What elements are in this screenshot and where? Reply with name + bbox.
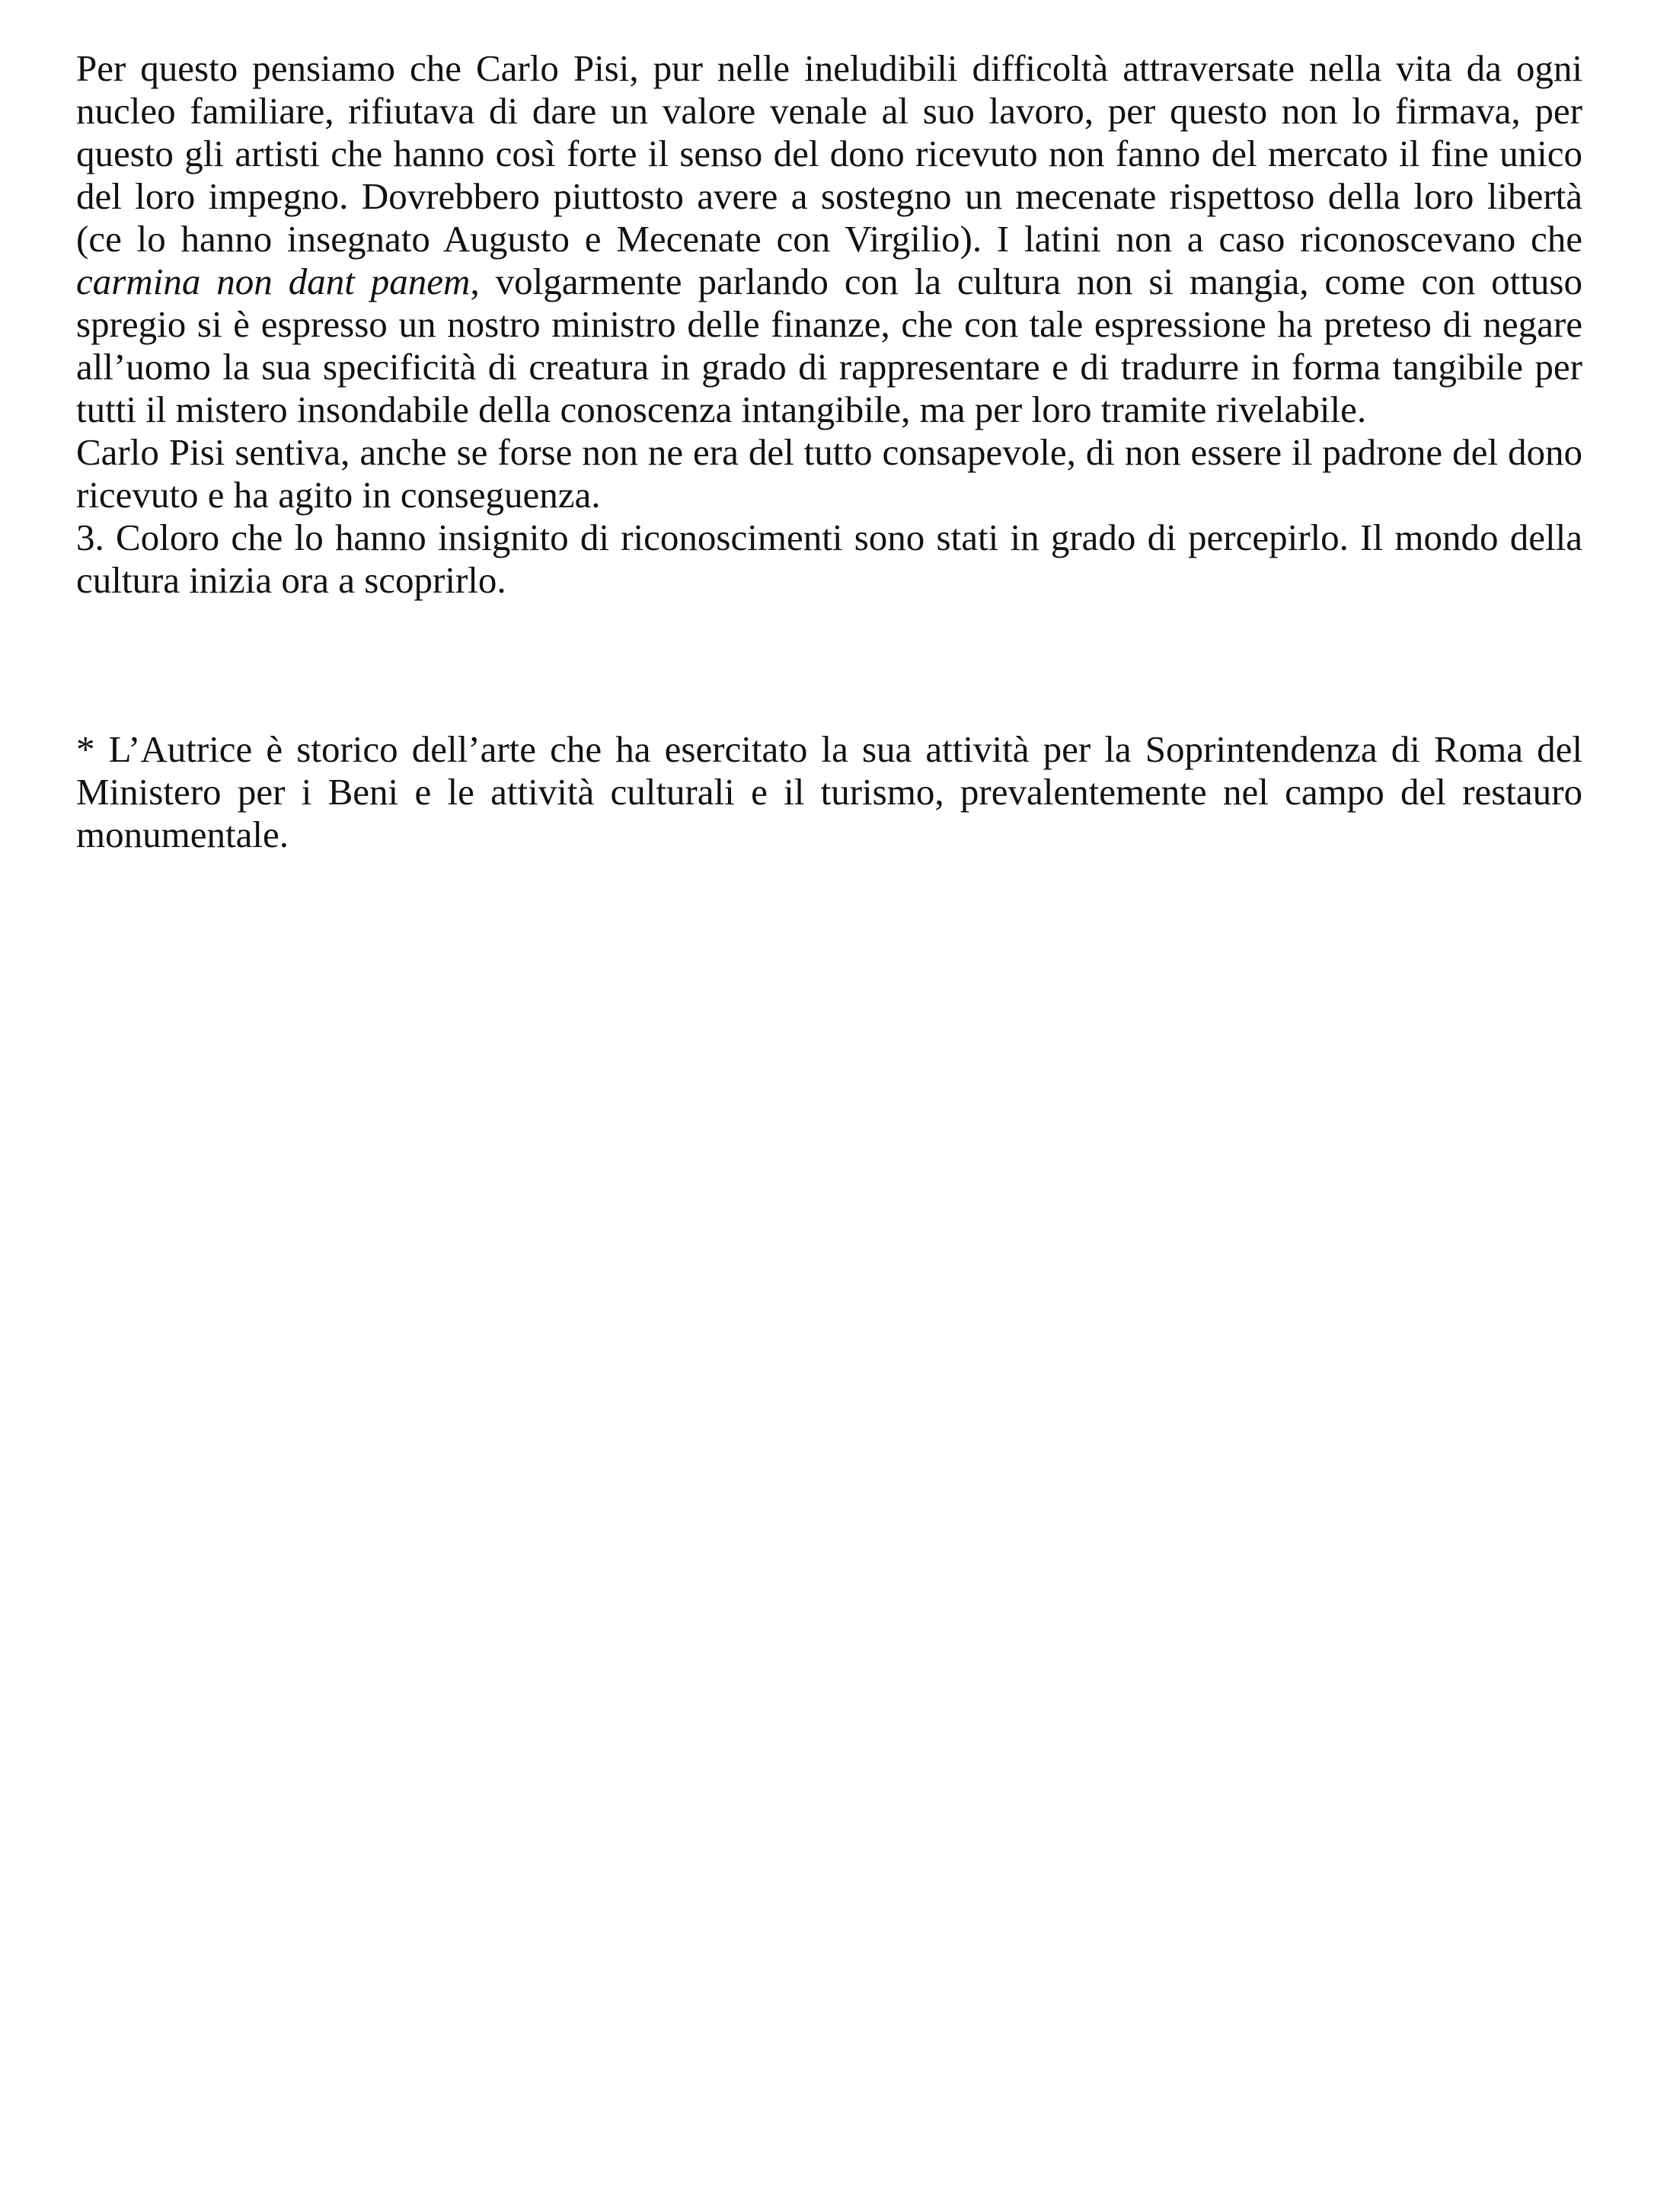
paragraph-dono-ricevuto xyxy=(76,47,1582,431)
latin-quote: carmina non dant panem xyxy=(76,261,471,302)
author-footnote: * L’Autrice è storico dell’arte che ha esercitato la sua attività per la Soprintendenza di Roma del Ministero per i Beni e le attività culturali e il turismo, prevalentemente nel campo del restauro monumentale. xyxy=(76,728,1582,855)
paragraph-text: Per questo pensiamo che Carlo Pisi, pur nelle ineludibili difficoltà attraversate nella vita da ogni nucleo familiare, rifiutava di dare un valore venale al suo lavoro, per questo non lo firmava, per questo gli artisti che hanno così forte il senso del dono ricevuto non fanno del mercato il fine unico del loro impegno. Dovrebbero piuttosto avere a sostegno un mecenate rispettoso della loro libertà (ce lo hanno insegnato Augusto e Mecenate con Virgilio). I latini non a caso riconoscevano che xyxy=(76,47,1582,260)
paragraph-riconoscimenti: 3. Coloro che lo hanno insignito di riconoscimenti sono stati in grado di percepirlo. Il mondo della cultura inizia ora a scoprirlo. xyxy=(76,516,1582,601)
paragraph-carlo-pisi: Carlo Pisi sentiva, anche se forse non ne era del tutto consapevole, di non essere il padrone del dono ricevuto e ha agito in conseguenza. xyxy=(76,431,1582,516)
paragraph-text-continued: , volgarmente parlando con la cultura non si mangia, come con ottuso spregio si è espresso un nostro ministro delle finanze, che con tale espressione ha preteso di negare all’uomo la sua specificità di creatura in grado di rappresentare e di tradurre in forma tangibile per tutti il mistero insondabile della conoscenza intangibile, ma per loro tramite rivelabile. xyxy=(76,261,1582,430)
document-page xyxy=(76,47,1582,856)
